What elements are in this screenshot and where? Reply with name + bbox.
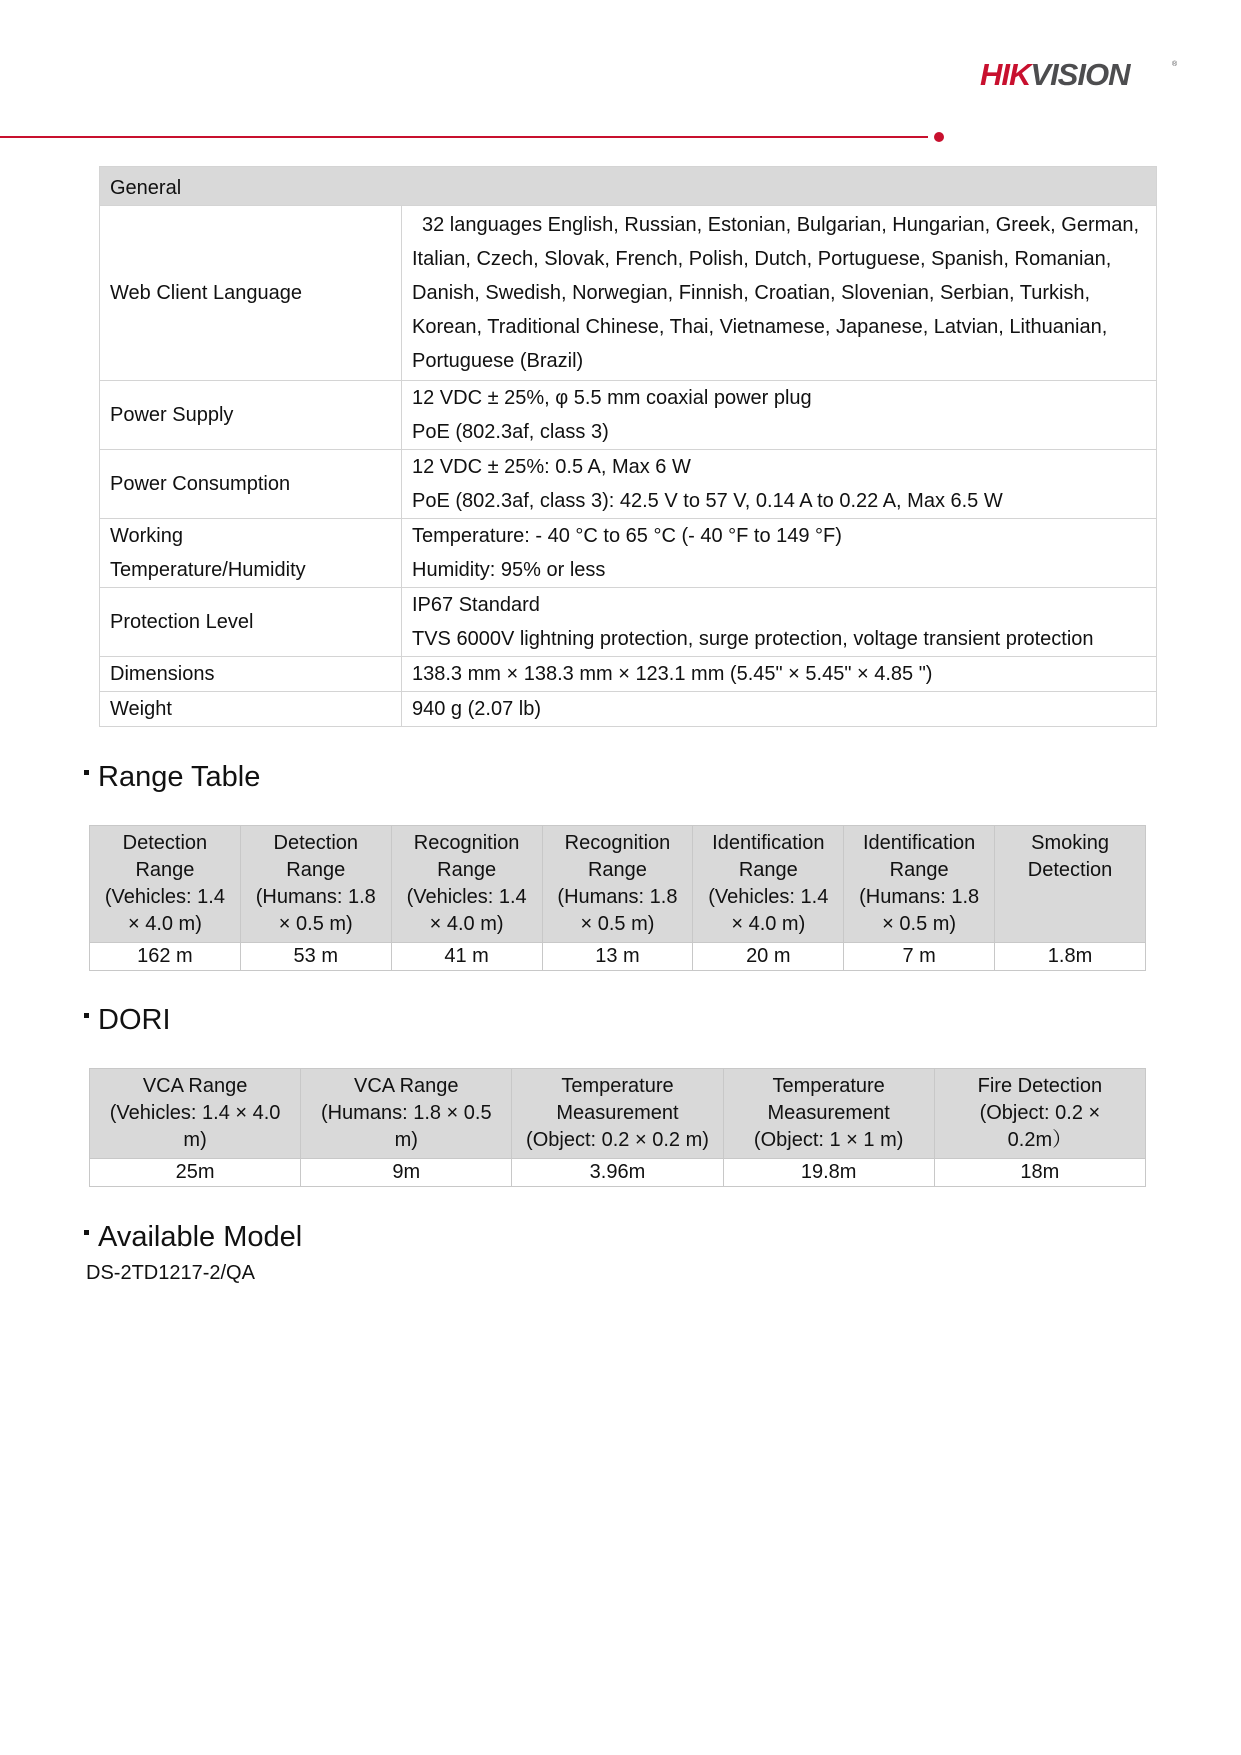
spec-value: 12 VDC ± 25%, φ 5.5 mm coaxial power plug PoE (802.3af, class 3) [402,381,1157,450]
range-header-cell: Recognition Range (Humans: 1.8 × 0.5 m) [542,826,693,943]
spec-row-protection-level [100,588,1157,657]
range-header-cell: Detection Range (Humans: 1.8 × 0.5 m) [240,826,391,943]
spec-table [99,166,1157,727]
spec-value: 138.3 mm × 138.3 mm × 123.1 mm (5.45" × 5.45" × 4.85 ") [402,657,1157,692]
hikvision-logo [980,56,1180,92]
range-header-cell: Identification Range (Vehicles: 1.4 × 4.0 m) [693,826,844,943]
svg-text:®: ® [1172,61,1178,68]
dori-header-cell: VCA Range (Humans: 1.8 × 0.5 m) [301,1069,512,1159]
spec-group-row [100,167,1157,206]
range-value-cell: 53 m [240,943,391,971]
dori-header-cell: VCA Range (Vehicles: 1.4 × 4.0 m) [90,1069,301,1159]
spec-value: IP67 Standard TVS 6000V lightning protection, surge protection, voltage transient protection [402,588,1157,657]
spec-label: Working Temperature/Humidity [100,519,402,588]
available-model-heading: Available Model [84,1221,302,1254]
bullet-icon [84,1013,89,1018]
spec-label: Protection Level [100,588,402,657]
spec-label: Dimensions [100,657,402,692]
spec-label: Web Client Language [100,206,402,381]
range-header-cell: Detection Range (Vehicles: 1.4 × 4.0 m) [90,826,241,943]
spec-row-web-client-language [100,206,1157,381]
range-value-cell: 20 m [693,943,844,971]
dori-value-cell: 19.8m [723,1159,934,1187]
spec-row-weight [100,692,1157,727]
svg-text:HIKVISION: HIKVISION [980,57,1130,92]
dori-heading: DORI [84,1004,171,1037]
dori-header-cell: Temperature Measurement (Object: 0.2 × 0.2 m) [512,1069,723,1159]
range-table-heading: Range Table [84,761,260,794]
range-value-cell: 1.8m [995,943,1146,971]
bullet-icon [84,1230,89,1235]
range-table-header-row [90,826,1146,943]
spec-value: Temperature: - 40 °C to 65 °C (- 40 °F to 149 °F) Humidity: 95% or less [402,519,1157,588]
range-value-cell: 7 m [844,943,995,971]
dori-value-cell: 18m [934,1159,1145,1187]
spec-value: 32 languages English, Russian, Estonian, Bulgarian, Hungarian, Greek, German, Italian, Czech, Slovak, French, Polish, Dutch, Portuguese, Spanish, Romanian, Danish, Swedish, Norwegian, Finnish, Croatian, Slovenian, Serbian, Turkish, Korean, Traditional Chinese, Thai, Vietnamese, Japanese, Latvian, Lithuanian, Portuguese (Brazil) [402,206,1157,381]
spec-row-dimensions [100,657,1157,692]
range-header-cell: Recognition Range (Vehicles: 1.4 × 4.0 m) [391,826,542,943]
spec-label: Power Supply [100,381,402,450]
range-header-cell: Smoking Detection [995,826,1146,943]
available-model-value: DS-2TD1217-2/QA [86,1262,255,1284]
dori-value-cell: 3.96m [512,1159,723,1187]
dori-header-cell: Fire Detection (Object: 0.2 × 0.2m） [934,1069,1145,1159]
range-value-cell: 41 m [391,943,542,971]
dori-value-cell: 25m [90,1159,301,1187]
spec-row-power-consumption [100,450,1157,519]
header-divider-line [0,136,928,138]
bullet-icon [84,770,89,775]
spec-group-label: General [100,167,1157,206]
dori-table-value-row [90,1159,1146,1187]
range-value-cell: 162 m [90,943,241,971]
range-value-cell: 13 m [542,943,693,971]
range-header-cell: Identification Range (Humans: 1.8 × 0.5 m) [844,826,995,943]
spec-row-power-supply [100,381,1157,450]
range-table [89,825,1146,971]
spec-label: Power Consumption [100,450,402,519]
header-divider-dot [934,132,944,142]
dori-header-cell: Temperature Measurement (Object: 1 × 1 m) [723,1069,934,1159]
spec-value: 12 VDC ± 25%: 0.5 A, Max 6 W PoE (802.3af, class 3): 42.5 V to 57 V, 0.14 A to 0.22 A, Max 6.5 W [402,450,1157,519]
dori-value-cell: 9m [301,1159,512,1187]
spec-label: Weight [100,692,402,727]
range-table-value-row [90,943,1146,971]
spec-row-working-temperature [100,519,1157,588]
spec-value: 940 g (2.07 lb) [402,692,1157,727]
dori-table [89,1068,1146,1187]
dori-table-header-row [90,1069,1146,1159]
